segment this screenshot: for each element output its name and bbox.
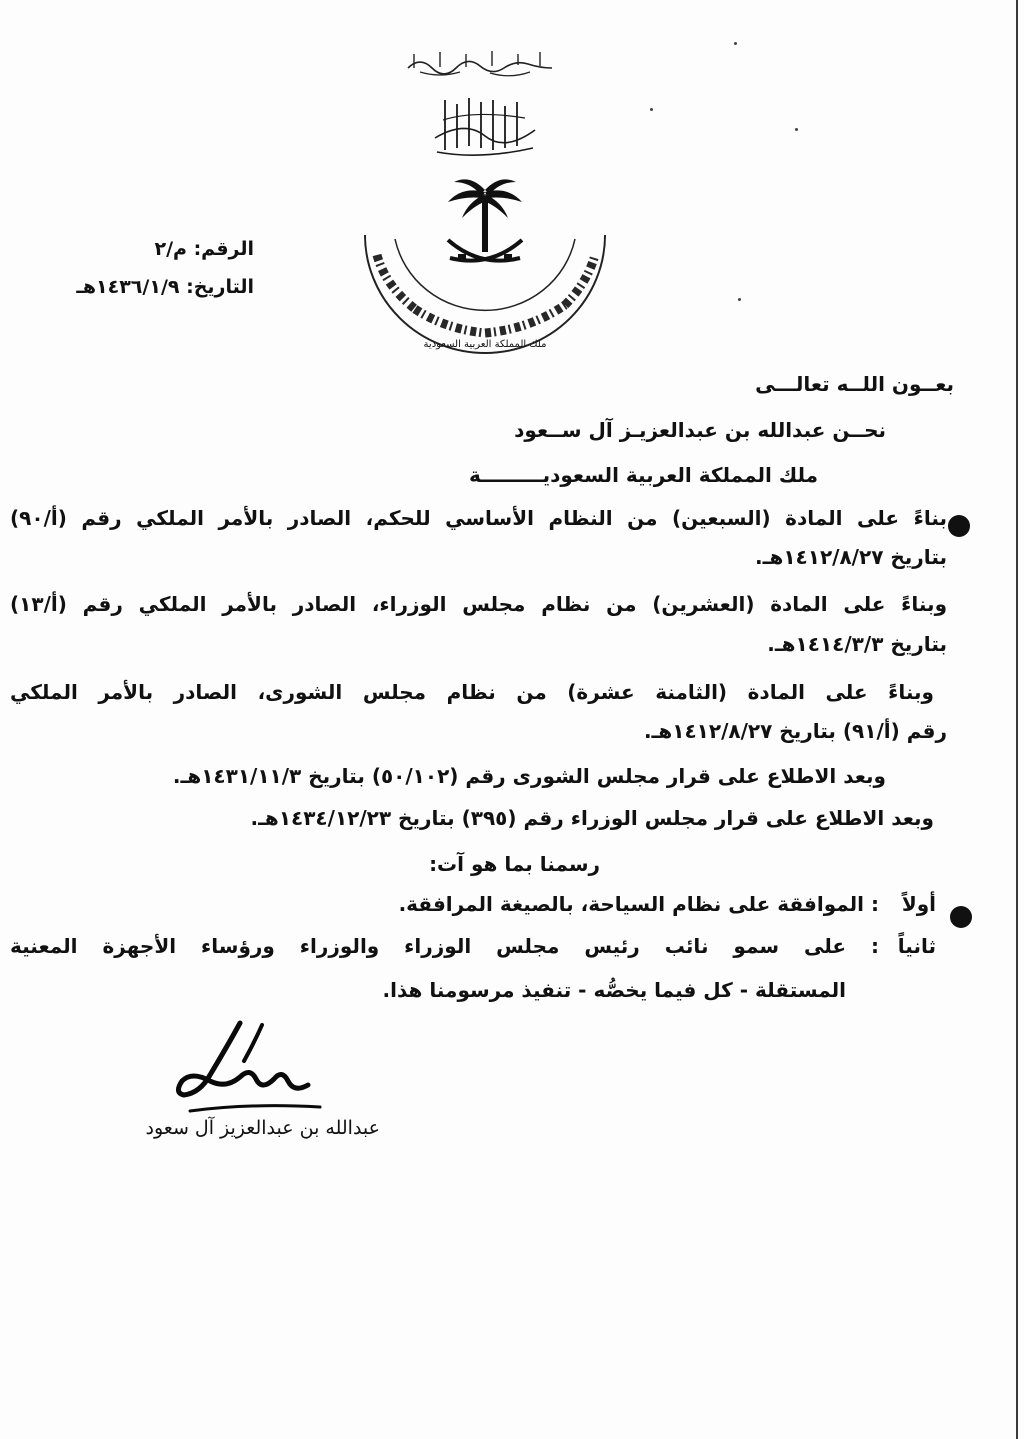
- scan-speck: [795, 128, 798, 131]
- opening-king-name: نحــن عبدالله بن عبدالعزيـز آل ســعود: [514, 418, 886, 442]
- hole-punch-mark: [950, 906, 972, 928]
- opening-king-title: ملك المملكة العربية السعوديـــــــــة: [468, 463, 818, 487]
- paragraph-line: بتاريخ ١٤١٤/٣/٣هـ.: [767, 632, 947, 656]
- shahada-calligraphy: [425, 90, 545, 160]
- scan-speck: [650, 108, 653, 111]
- clause-first-label: أولاً: [901, 892, 936, 916]
- paragraph-line: وبعد الاطلاع على قرار مجلس الوزراء رقم (٣٩٥) بتاريخ ١٤٣٤/١٢/٢٣هـ.: [250, 806, 934, 830]
- paragraph-line: وبناءً على المادة (العشرين) من نظام مجلس الوزراء، الصادر بالأمر الملكي رقم (أ/١٣): [10, 592, 947, 616]
- clause-second-text: : على سمو نائب رئيس مجلس الوزراء والوزراء ورؤساء الأجهزة المعنية: [10, 934, 879, 958]
- scan-edge-line: [1016, 0, 1018, 1439]
- signatory-name: عبدالله بن عبدالعزيز آل سعود: [145, 1117, 380, 1139]
- hole-punch-mark: [948, 515, 970, 537]
- reference-date: التاريخ: ١٤٣٦/١/٩هـ: [76, 276, 254, 298]
- paragraph-line: وبعد الاطلاع على قرار مجلس الشورى رقم (٥٠/١٠٢) بتاريخ ١٤٣١/١١/٣هـ.: [172, 764, 886, 788]
- handwritten-signature: [170, 1015, 340, 1125]
- paragraph-line: وبناءً على المادة (الثامنة عشرة) من نظام مجلس الشورى، الصادر بالأمر الملكي: [10, 680, 934, 704]
- kingdom-arc-seal: [355, 225, 615, 355]
- clause-second-text-cont: المستقلة - كل فيما يخصُّه - تنفيذ مرسومنا هذا.: [382, 978, 846, 1002]
- clause-second-label: ثانياً: [897, 934, 936, 958]
- opening-invocation: بعــون اللــه تعالـــى: [755, 372, 954, 396]
- paragraph-line: رسمنا بما هو آت:: [429, 852, 600, 876]
- scan-speck: [738, 298, 741, 301]
- clause-first-text: : الموافقة على نظام السياحة، بالصيغة المرافقة.: [398, 892, 879, 916]
- bismillah-calligraphy: [400, 42, 560, 82]
- paragraph-line: بتاريخ ١٤١٢/٨/٢٧هـ.: [755, 545, 947, 569]
- paragraph-line: بناءً على المادة (السبعين) من النظام الأساسي للحكم، الصادر بالأمر الملكي رقم (أ/٩٠): [10, 506, 947, 530]
- scan-speck: [734, 42, 737, 45]
- paragraph-line: رقم (أ/٩١) بتاريخ ١٤١٢/٨/٢٧هـ.: [643, 719, 947, 743]
- reference-number: الرقم: م/٢: [154, 238, 254, 260]
- seal-arc-text: ملك المملكة العربية السعودية: [423, 339, 547, 350]
